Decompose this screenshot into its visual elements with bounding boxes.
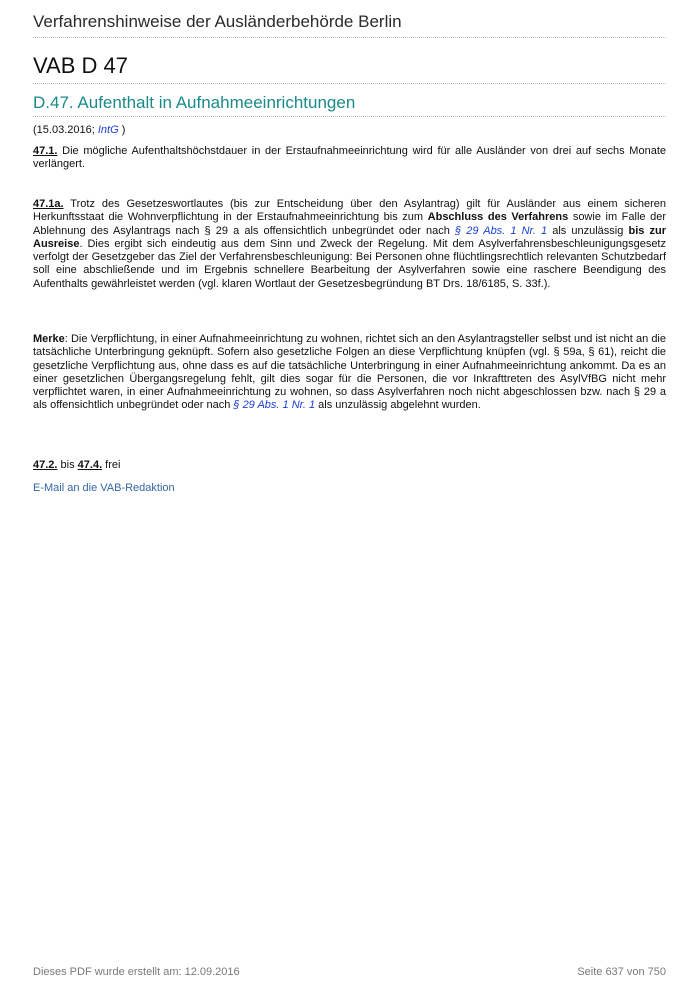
email-editorial-link[interactable]: E-Mail an die VAB-Redaktion	[33, 482, 175, 494]
divider	[33, 83, 666, 84]
bold-text: bis zur Ausreise	[33, 224, 666, 250]
paragraph-number: 47.1a.	[33, 198, 64, 210]
footer-page-number: Seite 637 von 750	[577, 966, 666, 978]
date-text: (15.03.2016;	[33, 124, 98, 136]
paragraph-text: als unzulässig	[547, 224, 629, 237]
paragraph-text: . Dies ergibt sich eindeutig aus dem Sinn und Zweck der Regelung. Mit dem Asylverfahrensbeschleunigungsgesetz verfolgt der Gesetzgeber das Ziel der Verfahrensbeschleunigung: Bei Personen ohne flüchtlingsrechtlich relevanten Schutzbedarf soll eine abschließende und im Ergebnis schnellere Bearbeitung der Asylverfahren sowie eine raschere Beendigung des Aufenthalts gewährleistet werden (vgl. klaren Wortlaut der Gesetzesbegründung BT Drs. 18/6185, S. 33f.).	[33, 237, 666, 290]
section-title: D.47. Aufenthalt in Aufnahmeeinrichtungen	[33, 93, 356, 112]
paragraph-47-1a	[33, 198, 666, 291]
intg-link[interactable]: IntG	[97, 124, 119, 136]
paragraph-text: bis	[57, 459, 78, 471]
site-title: Verfahrenshinweise der Ausländerbehörde Berlin	[33, 12, 402, 31]
doc-code: VAB D 47	[33, 53, 128, 78]
paragraph-text: frei	[102, 459, 121, 471]
law-reference-link[interactable]: § 29 Abs. 1 Nr. 1	[233, 399, 316, 412]
footer-created-date: Dieses PDF wurde erstellt am: 12.09.2016	[33, 966, 240, 978]
paragraph-number: 47.1.	[33, 145, 58, 157]
paragraph-text: Trotz des Gesetzeswortlautes (bis zur Entscheidung über den Asylantrag) gilt für Ausländer aus einem sicheren Herkunftsstaat die Wohnverpflichtung in der Erstaufnahmeeinrichtung bis zum	[33, 198, 666, 224]
paragraph-merke	[33, 333, 666, 413]
paragraph-number: 47.4.	[77, 459, 103, 471]
paragraph-text: : Die Verpflichtung, in einer Aufnahmeeinrichtung zu wohnen, richtet sich an den Asylantragsteller selbst und ist nicht an die tatsächliche Unterbringung geknüpft. Sofern also gesetzliche Folgen an diese Verpflichtung knüpfen (vgl. § 59a, § 61), reicht die gesetzliche Verpflichtung aus, ohne dass es auf die tatsächliche Unterbringung in einer Aufnahmeeinrichtung ankommt. Da es an einer gesetzlichen Übergangsregelung fehlt, gilt dies sogar für die Personen, die vor Inkrafttreten des AsylVfBG nicht mehr verpflichtet waren, in einer Aufnahmeeinrichtung zu wohnen, so dass Asylverfahren noch nicht abgeschlossen bzw. nach § 29 a als offensichtlich unbegründet oder nach	[33, 333, 666, 412]
bold-text: Abschluss des Verfahrens	[427, 211, 569, 224]
merke-label: Merke	[33, 333, 65, 345]
paragraph-text: sowie im Falle der Ablehnung des Asylantrags nach § 29 a als offensichtlich unbegründet oder nach	[33, 211, 666, 237]
paragraph-47-1	[33, 145, 666, 172]
divider	[33, 37, 666, 38]
paragraph-number: 47.2.	[33, 459, 58, 471]
paragraph-text: als unzulässig abgelehnt wurden.	[315, 399, 481, 412]
date-line	[33, 124, 125, 136]
paragraph-47-2-to-47-4	[33, 459, 666, 472]
paragraph-text: Die mögliche Aufenthaltshöchstdauer in der Erstaufnahmeeinrichtung wird für alle Ausländer von drei auf sechs Monate verlängert.	[33, 145, 666, 171]
divider	[33, 116, 666, 117]
date-close: )	[118, 124, 126, 136]
law-reference-link[interactable]: § 29 Abs. 1 Nr. 1	[455, 224, 548, 237]
